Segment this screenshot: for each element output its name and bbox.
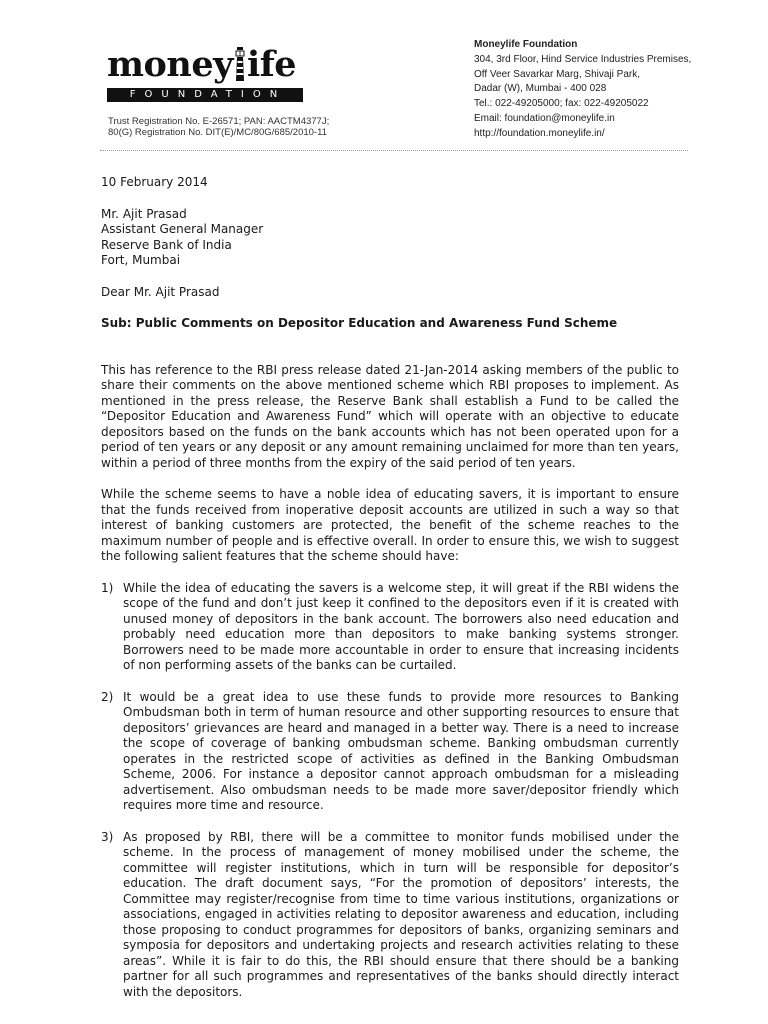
logo-wordmark xyxy=(107,46,307,84)
address-org-name: Moneylife Foundation xyxy=(474,39,578,50)
address-phone: Tel.: 022-49205000; fax: 022-49205022 xyxy=(474,98,649,110)
suggestion-number: 1) xyxy=(101,580,114,595)
letterhead-divider xyxy=(100,150,688,151)
recipient-block xyxy=(101,207,679,269)
foundation-address xyxy=(474,38,714,142)
recipient-organization: Reserve Bank of India xyxy=(101,237,232,252)
lighthouse-icon xyxy=(234,47,246,81)
suggestion-text: As proposed by RBI, there will be a committee to monitor funds mobilised under the scheme. In the process of management of money mobilised under the scheme, the committee will register institutions, which in turn will be responsible for depositor’s education. The draft document says, “For the promotion of depositors’ interests, the Committee may register/recognise from time to time various institutions, organizations or associations, engaged in activities relating to depositor awareness and education, including those proposing to conduct programmes for depositors of banks, organizing seminars and symposia for depositors and undertaking projects and research activities relating to these areas”. While it is fair to do this, the RBI should ensure that there should be a banking partner for all such programmes and representatives of the banks should directly interact with the depositors. xyxy=(123,829,679,999)
suggestion-item xyxy=(101,690,679,814)
logo-subtitle: FOUNDATION xyxy=(107,88,303,102)
suggestion-list xyxy=(101,581,679,1001)
letter-body xyxy=(101,175,679,1016)
body-paragraph: While the scheme seems to have a noble idea of educating savers, it is important to ensure that the funds received from inoperative deposit accounts are utilized in such a way so that interest of banking customers are protected, the benefit of the scheme reaches to the maximum number of people and is effective overall. In order to ensure this, we wish to suggest the following salient features that the scheme should have: xyxy=(101,487,679,563)
address-line: Dadar (W), Mumbai - 400 028 xyxy=(474,83,607,95)
registration-line: Trust Registration No. E-26571; PAN: AACTM4377J; xyxy=(108,116,330,127)
salutation: Dear Mr. Ajit Prasad xyxy=(101,284,220,299)
body-paragraph: This has reference to the RBI press release dated 21-Jan-2014 asking members of the public to share their comments on the above mentioned scheme which RBI proposes to implement. As mentioned in the press release, the Reserve Bank shall establish a Fund to be called the “Depositor Education and Awareness Fund” which will operate with an objective to educate depositors based on the funds on the bank accounts which has not been operated upon for a period of ten years or any deposit or any amount remaining unclaimed for more than ten years, within a period of three months from the expiry of the said period of ten years. xyxy=(101,362,679,470)
recipient-location: Fort, Mumbai xyxy=(101,253,181,267)
suggestion-number: 2) xyxy=(101,689,114,704)
registration-info xyxy=(108,116,348,138)
logo-text-right: ife xyxy=(246,44,297,85)
address-email: Email: foundation@moneylife.in xyxy=(474,112,615,124)
registration-line: 80(G) Registration No. DIT(E)/MC/80G/685/2010-11 xyxy=(108,127,327,138)
recipient-name: Mr. Ajit Prasad xyxy=(101,206,187,221)
suggestion-item xyxy=(101,581,679,674)
suggestion-text: It would be a great idea to use these funds to provide more resources to Banking Ombudsman both in term of human resource and other supporting resources to ensure that depositors’ grievances are heard and managed in a better way. There is a need to increase the scope of coverage of banking ombudsman scheme. Banking ombudsman currently operates in the restricted scope of activities as defined in the Banking Ombudsman Scheme, 2006. For instance a depositor cannot approach ombudsman for a misleading advertisement. Also ombudsman needs to be made more saver/depositor friendly which requires more time and resource. xyxy=(123,689,679,812)
suggestion-item xyxy=(101,830,679,1001)
suggestion-number: 3) xyxy=(101,829,114,844)
address-line: 304, 3rd Floor, Hind Service Industries Premises, xyxy=(474,53,692,65)
letter-date: 10 February 2014 xyxy=(101,175,208,189)
address-website: http://foundation.moneylife.in/ xyxy=(474,127,605,139)
address-line: Off Veer Savarkar Marg, Shivaji Park, xyxy=(474,68,640,80)
moneylife-logo xyxy=(107,46,307,102)
subject-line: Sub: Public Comments on Depositor Education and Awareness Fund Scheme xyxy=(101,316,618,330)
suggestion-text: While the idea of educating the savers is a welcome step, it will great if the RBI widens the scope of the fund and don’t just keep it confined to the depositors even if it is created with unused money of depositors in the bank account. The borrowers also need education and probably need education more than depositors to make banking systems stronger. Borrowers need to be made more accountable in order to ensure that increasing incidents of non performing assets of the banks can be curtailed. xyxy=(123,580,679,672)
logo-text-left: money xyxy=(107,44,233,85)
recipient-title: Assistant General Manager xyxy=(101,222,264,236)
